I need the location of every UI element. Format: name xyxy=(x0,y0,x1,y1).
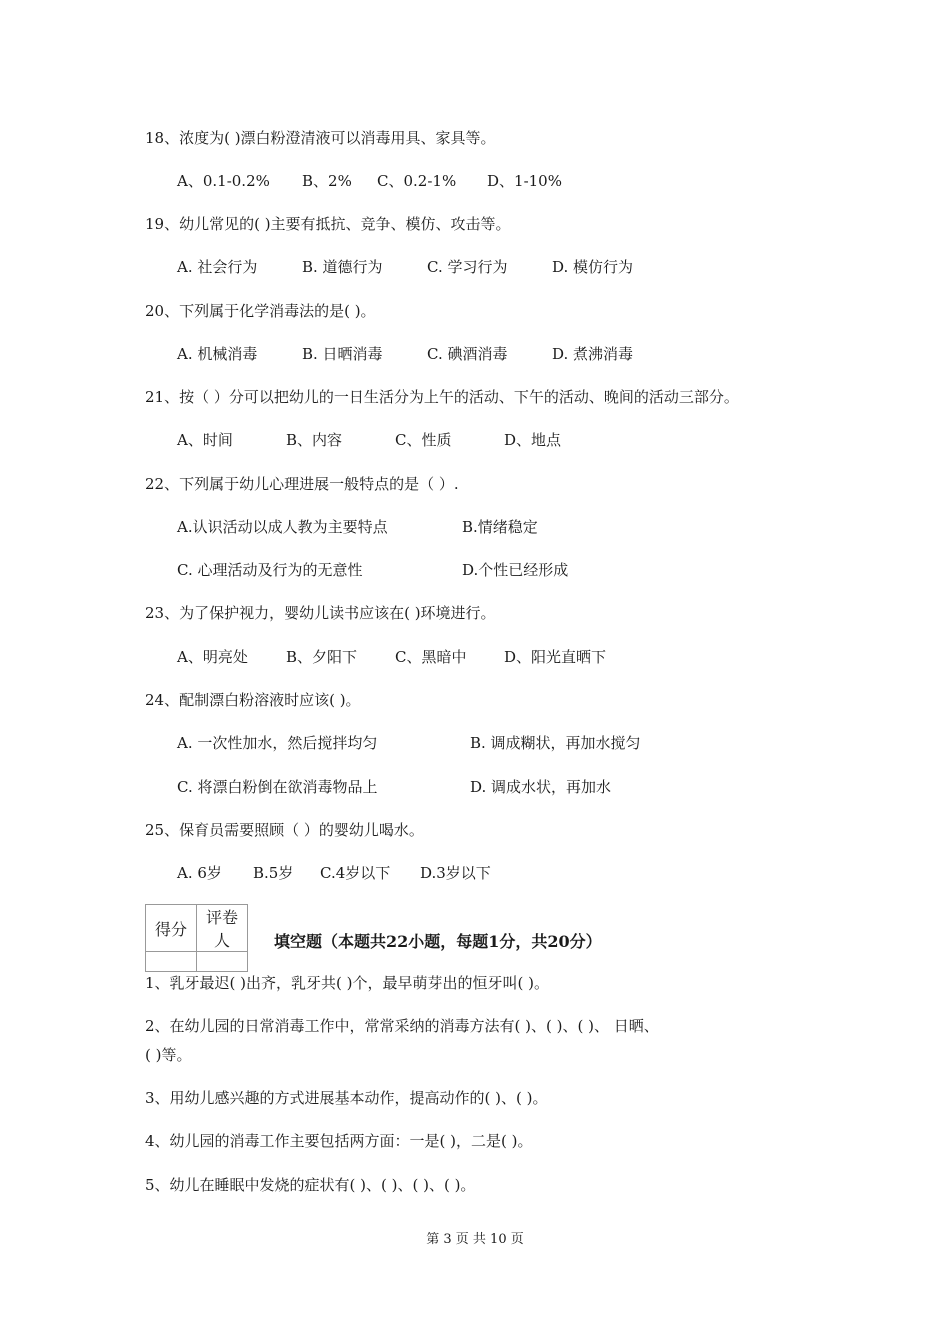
question-22: 22、下列属于幼儿心理进展一般特点的是（ ）. xyxy=(145,475,459,493)
fill-item-1: 1、乳牙最迟( )出齐，乳牙共( )个，最早萌芽出的恒牙叫( )。 xyxy=(145,974,549,992)
q24-option-c: C. 将漂白粉倒在欲消毒物品上 xyxy=(177,778,378,796)
fill-item-5: 5、幼儿在睡眠中发烧的症状有( )、( )、( )、( )。 xyxy=(145,1176,476,1194)
q22-option-d: D.个性已经形成 xyxy=(462,561,569,579)
score-label: 得分 xyxy=(146,905,197,952)
question-21: 21、按（ ）分可以把幼儿的一日生活分为上午的活动、下午的活动、晚间的活动三部分。 xyxy=(145,388,739,406)
q18-option-a: A、0.1-0.2% xyxy=(177,172,270,190)
question-19: 19、幼儿常见的( )主要有抵抗、竞争、模仿、攻击等。 xyxy=(145,215,511,233)
q21-option-b: B、内容 xyxy=(286,431,343,449)
q23-option-d: D、阳光直晒下 xyxy=(504,648,607,666)
q22-option-b: B.情绪稳定 xyxy=(462,518,538,536)
fill-item-3: 3、用幼儿感兴趣的方式进展基本动作，提高动作的( )、( )。 xyxy=(145,1089,548,1107)
q21-option-d: D、地点 xyxy=(504,431,562,449)
fill-item-4: 4、幼儿园的消毒工作主要包括两方面：一是( )，二是( )。 xyxy=(145,1132,533,1150)
q25-option-d: D.3岁以下 xyxy=(420,864,491,882)
page-footer: 第 3 页 共 10 页 xyxy=(426,1232,524,1247)
q19-option-b: B. 道德行为 xyxy=(302,258,383,276)
reviewer-label: 评卷人 xyxy=(197,905,248,952)
q20-option-c: C. 碘酒消毒 xyxy=(427,345,508,363)
question-23: 23、为了保护视力，婴幼儿读书应该在( )环境进行。 xyxy=(145,604,496,622)
q24-option-b: B. 调成糊状，再加水搅匀 xyxy=(470,734,641,752)
q18-option-d: D、1-10% xyxy=(487,172,562,190)
q25-option-b: B.5岁 xyxy=(253,864,294,882)
question-20: 20、下列属于化学消毒法的是( )。 xyxy=(145,302,376,320)
q20-option-a: A. 机械消毒 xyxy=(177,345,258,363)
q19-option-d: D. 模仿行为 xyxy=(552,258,634,276)
q19-option-a: A. 社会行为 xyxy=(177,258,258,276)
q21-option-a: A、时间 xyxy=(177,431,233,449)
section-title: 填空题（本题共22小题，每题1分，共20分） xyxy=(274,932,602,951)
fill-item-2-cont: ( )等。 xyxy=(145,1046,192,1064)
score-box xyxy=(145,904,248,972)
q23-option-c: C、黑暗中 xyxy=(395,648,467,666)
q18-option-b: B、2% xyxy=(302,172,352,190)
q19-option-c: C. 学习行为 xyxy=(427,258,508,276)
q23-option-b: B、夕阳下 xyxy=(286,648,358,666)
question-25: 25、保育员需要照顾（ ）的婴幼儿喝水。 xyxy=(145,821,424,839)
q25-option-c: C.4岁以下 xyxy=(320,864,391,882)
q23-option-a: A、明亮处 xyxy=(177,648,248,666)
question-24: 24、配制漂白粉溶液时应该( )。 xyxy=(145,691,361,709)
q20-option-d: D. 煮沸消毒 xyxy=(552,345,634,363)
fill-item-2: 2、在幼儿园的日常消毒工作中，常常采纳的消毒方法有( )、( )、( )、 日晒、 xyxy=(145,1017,659,1035)
q22-option-a: A.认识活动以成人教为主要特点 xyxy=(177,518,388,536)
score-cell xyxy=(146,952,197,972)
q21-option-c: C、性质 xyxy=(395,431,452,449)
q25-option-a: A. 6岁 xyxy=(177,864,222,882)
reviewer-cell xyxy=(197,952,248,972)
q22-option-c: C. 心理活动及行为的无意性 xyxy=(177,561,363,579)
q24-option-a: A. 一次性加水，然后搅拌均匀 xyxy=(177,734,378,752)
q20-option-b: B. 日晒消毒 xyxy=(302,345,383,363)
q18-option-c: C、0.2-1% xyxy=(377,172,457,190)
question-18: 18、浓度为( )漂白粉澄清液可以消毒用具、家具等。 xyxy=(145,129,496,147)
q24-option-d: D. 调成水状，再加水 xyxy=(470,778,612,796)
